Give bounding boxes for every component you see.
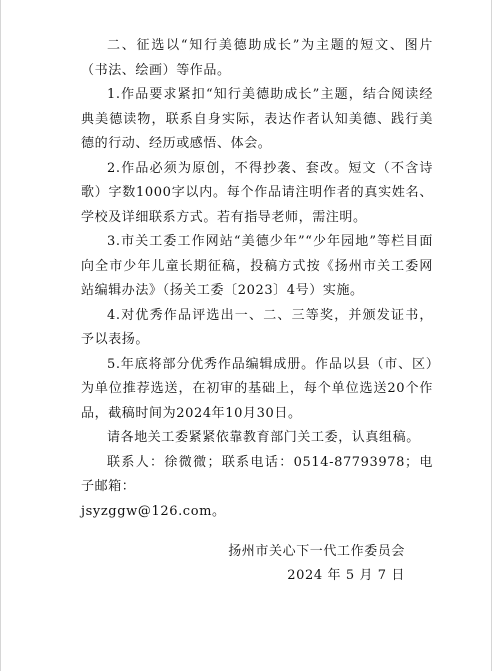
requirement-item-2: 2.作品必须为原创，不得抄袭、套改。短文（不含诗歌）字数1000字以内。每个作品请注明作者的真实姓名、学校及详细联系方式。若有指导老师，需注明。 [81, 160, 433, 225]
requirement-item-4: 4.对优秀作品评选出一、二、三等奖，并颁发证书，予以表扬。 [81, 307, 433, 347]
requirement-item-3: 3.市关工委工作网站“美德少年”“少年园地”等栏目面向全市少年儿童长期征稿，投稿方式按《扬州市关工委网站编辑办法》（扬关工委〔2023〕4号）实施。 [81, 234, 433, 298]
requirement-item-1: 1.作品要求紧扣“知行美德助成长”主题，结合阅读经典美德读物，联系自身实际，表达作者认知美德、践行美德的行动、经历或感悟、体会。 [81, 87, 433, 151]
request-note: 请各地关工委紧紧依靠教育部门关工委，认真组稿。 [107, 430, 420, 445]
requirement-item-5: 5.年底将部分优秀作品编辑成册。作品以县（市、区）为单位推荐选送，在初审的基础上，每个单位选送20个作品，截稿时间为2024年10月30日。 [81, 356, 433, 421]
document-body [81, 34, 433, 524]
contact-info: 联系人：徐微微；联系电话：0514-87793978；电子邮箱： [81, 454, 433, 494]
signature-org: 扬州市关心下一代工作委员会 [228, 544, 405, 559]
signature-date: 2024 年 5 月 7 日 [287, 568, 405, 583]
contact-email: jsyzggw@126.com。 [81, 503, 226, 519]
signature-block [228, 540, 405, 588]
section-heading: 二、征选以“知行美德助成长”为主题的短文、图片（书法、绘画）等作品。 [81, 38, 433, 78]
